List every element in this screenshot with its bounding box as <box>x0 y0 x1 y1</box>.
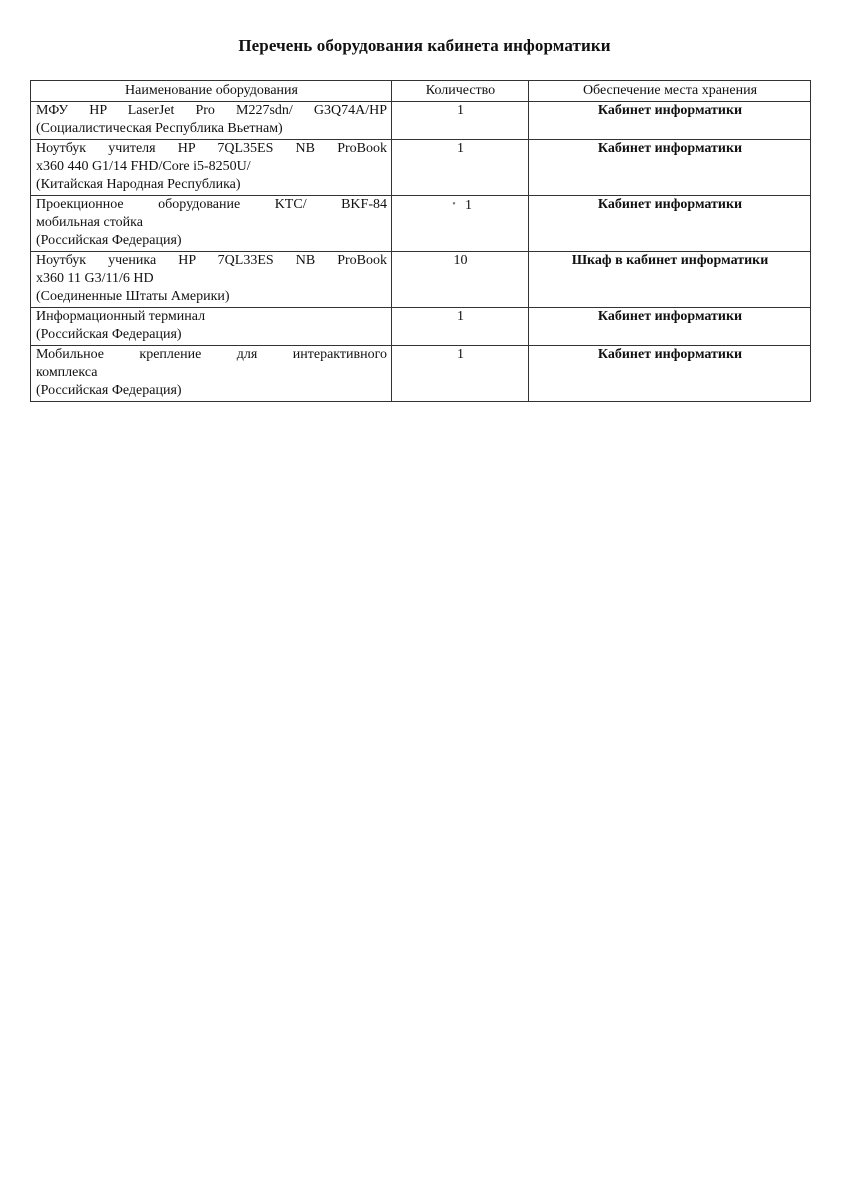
scan-speck-icon: • <box>452 199 456 210</box>
equipment-storage: Кабинет информатики <box>529 102 811 140</box>
equipment-quantity: 1 <box>392 140 529 196</box>
equipment-name-cell <box>31 196 392 252</box>
equipment-quantity: 1 <box>392 102 529 140</box>
equipment-name-line: Информационный терминал <box>36 309 206 324</box>
table-header-row <box>31 81 811 102</box>
table-row <box>31 252 811 308</box>
table-row <box>31 102 811 140</box>
equipment-name-line: x360 440 G1/14 FHD/Core i5-8250U/ <box>36 159 251 174</box>
equipment-name-line: комплекса <box>36 365 98 380</box>
table-row <box>31 196 811 252</box>
equipment-quantity-cell <box>392 196 529 252</box>
equipment-name-line: мобильная стойка <box>36 215 143 230</box>
equipment-quantity: 1 <box>465 198 472 213</box>
equipment-storage: Шкаф в кабинет информатики <box>529 252 811 308</box>
equipment-storage: Кабинет информатики <box>529 196 811 252</box>
equipment-origin: (Российская Федерация) <box>36 383 182 398</box>
equipment-origin: (Российская Федерация) <box>36 233 182 248</box>
equipment-name-cell <box>31 102 392 140</box>
equipment-table <box>30 80 811 402</box>
header-quantity: Количество <box>392 81 529 102</box>
equipment-quantity: 1 <box>392 346 529 402</box>
equipment-quantity: 10 <box>392 252 529 308</box>
equipment-storage: Кабинет информатики <box>529 140 811 196</box>
equipment-name-cell <box>31 140 392 196</box>
table-row <box>31 140 811 196</box>
equipment-origin: (Социалистическая Республика Вьетнам) <box>36 121 283 136</box>
equipment-name-line: Ноутбук ученика HP 7QL33ES NB ProBook <box>36 253 387 268</box>
equipment-origin: (Российская Федерация) <box>36 327 182 342</box>
table-row <box>31 346 811 402</box>
header-name: Наименование оборудования <box>31 81 392 102</box>
table-row <box>31 308 811 346</box>
equipment-origin: (Китайская Народная Республика) <box>36 177 241 192</box>
equipment-storage: Кабинет информатики <box>529 308 811 346</box>
equipment-name-cell <box>31 346 392 402</box>
equipment-origin: (Соединенные Штаты Америки) <box>36 289 230 304</box>
equipment-quantity: 1 <box>392 308 529 346</box>
equipment-storage: Кабинет информатики <box>529 346 811 402</box>
equipment-name-cell <box>31 308 392 346</box>
equipment-name-line: Мобильное крепление для интерактивного <box>36 347 387 362</box>
equipment-name-cell <box>31 252 392 308</box>
equipment-name-line: x360 11 G3/11/6 HD <box>36 271 154 286</box>
equipment-name-line: МФУ HP LaserJet Pro M227sdn/ G3Q74A/HP <box>36 103 387 118</box>
header-storage: Обеспечение места хранения <box>529 81 811 102</box>
equipment-name-line: Проекционное оборудование KTC/ BKF-84 <box>36 197 387 212</box>
document-title: Перечень оборудования кабинета информатики <box>238 36 611 55</box>
equipment-name-line: Ноутбук учителя HP 7QL35ES NB ProBook <box>36 141 387 156</box>
